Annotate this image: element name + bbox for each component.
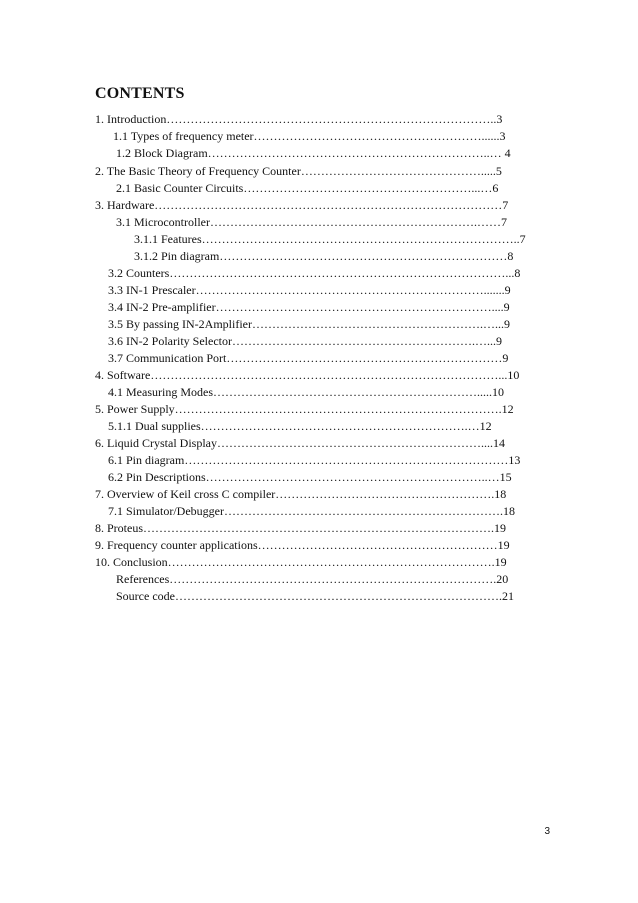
- toc-entry: 4.1 Measuring Modes………………………………………………………….....10: [108, 385, 504, 399]
- toc-entry: 8. Proteus…………………………………………………………………………….19: [95, 521, 506, 535]
- toc-entry: 6. Liquid Crystal Display…………………………………………………………....14: [95, 436, 505, 450]
- toc-entry: 9. Frequency counter applications……………………………………………………19: [95, 538, 510, 552]
- toc-entry: 5.1.1 Dual supplies………………………………………………………….…12: [108, 419, 492, 433]
- toc-entry: References……………………………………………………………………….20: [116, 572, 509, 586]
- toc-entry: 3.1.1 Features……………………………………………………………………..7: [134, 232, 526, 246]
- toc-entry: 3.1.2 Pin diagram………………………………………………………………8: [134, 249, 514, 263]
- toc-entry: 3.7 Communication Port……………………………………………………………9: [108, 351, 509, 365]
- toc-entry: 2. The Basic Theory of Frequency Counter……………………………………….....5: [95, 164, 502, 178]
- toc-entry: 5. Power Supply……………………………………………………………………….12: [95, 402, 514, 416]
- toc-entry: 3.4 IN-2 Pre-amplifier……………………………………………………………....9: [108, 300, 510, 314]
- toc-entry: 3.6 IN-2 Polarity Selector…………………………………………………….…...9: [108, 334, 502, 348]
- toc-entry: 7. Overview of Keil cross C compiler……………………………………………….18: [95, 487, 507, 501]
- toc-entry: 3.1 Microcontroller………………………………………………………….……7: [116, 215, 507, 229]
- toc-entry: Source code……………………………………………………………………….21: [116, 589, 514, 603]
- toc-entry: 6.2 Pin Descriptions……………………………………………………………..…15: [108, 470, 512, 484]
- toc-entry: 3. Hardware……………………………………………………………………………7: [95, 198, 509, 212]
- toc-entry: 6.1 Pin diagram………………………………………………………………………13: [108, 453, 521, 467]
- toc-entry: 10. Conclusion……………………………………………………………………….19: [95, 555, 507, 569]
- toc-entry: 3.3 IN-1 Prescaler……………………………………………………………….......9: [108, 283, 511, 297]
- toc-entry: 1.2 Block Diagram……………………………………………………………..… 4: [116, 146, 511, 160]
- toc-entry: 3.5 By passing IN-2Amplifier………………………………………………….…...9: [108, 317, 510, 331]
- toc-entry: 3.2 Counters…………………………………………………………………………...8: [108, 266, 521, 280]
- toc-entry: 2.1 Basic Counter Circuits…………………………………………………...…6: [116, 181, 499, 195]
- page-number: 3: [544, 826, 550, 837]
- contents-heading: CONTENTS: [95, 85, 185, 102]
- toc-entry: 1.1 Types of frequency meter…………………………………………………......3: [113, 129, 506, 143]
- toc-entry: 7.1 Simulator/Debugger…………………………………………………………….18: [108, 504, 515, 518]
- toc-entry: 1. Introduction………………………………………………………………………..3: [95, 112, 503, 126]
- toc-entry: 4. Software……………………………………………………………………………...10: [95, 368, 520, 382]
